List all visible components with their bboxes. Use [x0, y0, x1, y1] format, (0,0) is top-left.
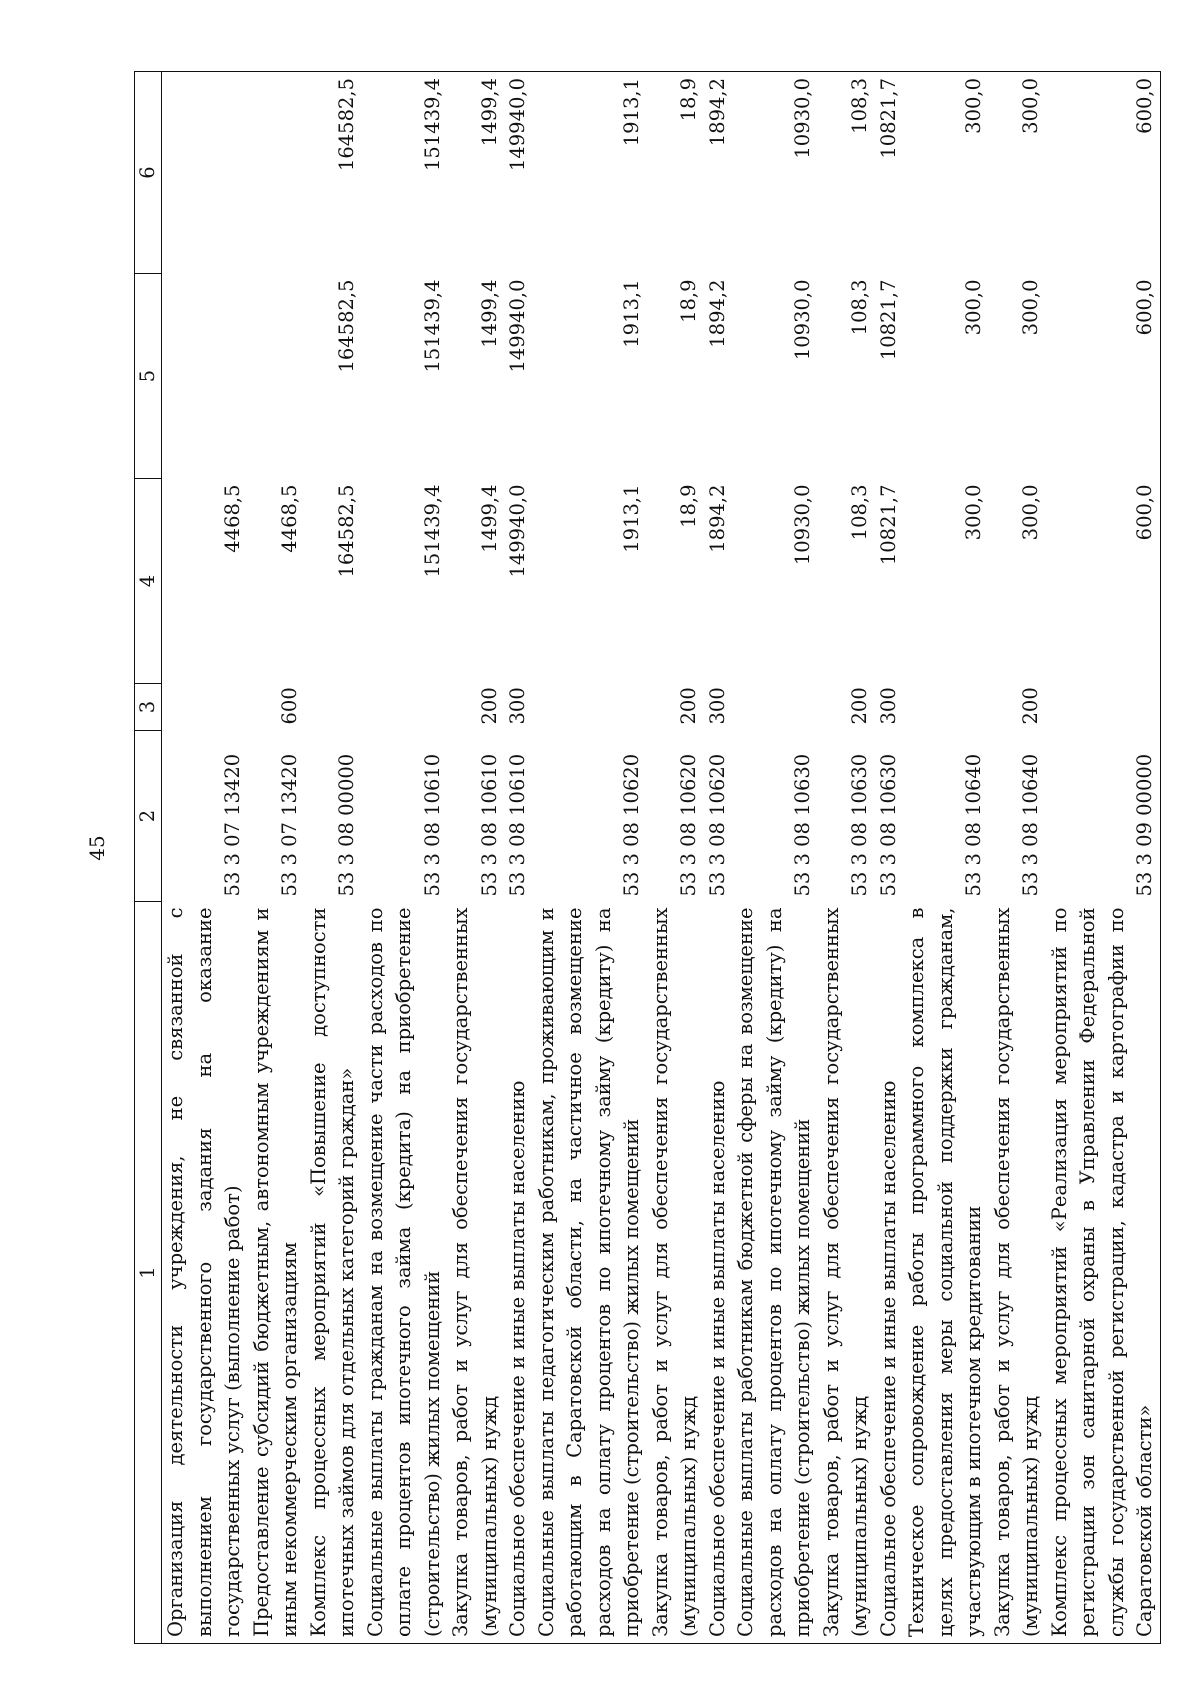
row-code-cell: 53 3 07 13420	[221, 753, 244, 897]
row-value-col4: 600,0	[1046, 479, 1161, 684]
row-name-cell: Закупка товаров, работ и услуг для обеспечения государственных (муниципальных) нужд	[818, 902, 875, 1644]
row-value-col6: 18,9	[647, 72, 704, 274]
row-value-col5: 1913,1	[620, 279, 643, 348]
row-value-col6: 1913,1	[533, 72, 647, 274]
row-name-cell: Комплекс процессных мероприятий «Повышение доступности ипотечных займов для отдельных категорий граждан»	[305, 902, 362, 1644]
row-value-col5: 600,0	[1046, 274, 1161, 479]
row-value-col4: 1913,1	[620, 484, 643, 553]
row-kvr-cell	[903, 684, 989, 731]
row-value-col6	[248, 72, 305, 274]
row-kvr-cell: 200	[477, 687, 501, 725]
row-value-col4: 10930,0	[791, 484, 814, 566]
row-value-col5: 151439,4	[420, 279, 444, 373]
row-value-col4: 1894,2	[705, 484, 729, 553]
row-kvr-cell: 200	[848, 687, 871, 725]
row-value-col5	[162, 274, 248, 479]
row-kvr-cell: 600	[278, 687, 301, 725]
row-code-cell: 53 3 08 10610	[420, 753, 444, 897]
table-row	[162, 72, 248, 1644]
row-value-col5: 164582,5	[335, 279, 358, 373]
rotated-page-content	[134, 72, 1156, 1644]
table-row	[362, 72, 448, 1644]
row-value-col6: 149940,0	[504, 72, 533, 274]
row-kvr-cell	[305, 684, 362, 731]
row-code-cell: 53 3 08 10620	[677, 753, 700, 897]
row-value-col5: 10930,0	[791, 279, 814, 361]
table-row	[647, 72, 704, 1644]
budget-table	[134, 71, 1161, 1644]
table-row	[989, 72, 1046, 1644]
row-value-col4: 151439,4	[420, 484, 444, 578]
row-value-col4: 10821,7	[876, 484, 900, 566]
row-value-col5: 108,3	[848, 279, 871, 336]
row-name-cell: Комплекс процессных мероприятий «Реализация мероприятий по регистрации зон санитарной охраны в Управлении Федеральной службы государственной регистрации, кадастра и картографии по Саратовской области»	[1046, 902, 1161, 1644]
table-row	[732, 72, 818, 1644]
row-kvr-cell: 300	[506, 687, 529, 725]
row-name-cell: Организация деятельности учреждения, не связанной с выполнением государственного задания на оказание государственных услуг (выполнение работ)	[162, 902, 248, 1644]
row-name-cell: Социальные выплаты педагогическим работникам, проживающим и работающим в Саратовской области, на частичное возмещение расходов на оплату процентов по ипотечному займу (кредиту) на приобретение (строительство) жилых помещений	[533, 902, 647, 1644]
row-code-cell: 53 3 08 10640	[962, 753, 985, 897]
row-code-cell: 53 3 08 10630	[876, 753, 900, 897]
row-code-cell: 53 3 08 10630	[791, 753, 814, 897]
row-value-col6: 1499,4	[447, 72, 504, 274]
row-kvr-cell: 300	[705, 687, 729, 725]
row-value-col6: 300,0	[903, 72, 989, 274]
row-value-col4: 1499,4	[477, 484, 501, 553]
row-value-col5: 300,0	[1019, 279, 1042, 336]
table-row	[903, 72, 989, 1644]
row-value-col4: 149940,0	[506, 484, 529, 578]
row-value-col4: 300,0	[962, 484, 985, 541]
row-name-cell: Социальные выплаты работникам бюджетной сферы на возмещение расходов на оплату процентов по ипотечному займу (кредиту) на приобретение (строительство) жилых помещений	[732, 902, 818, 1644]
table-row	[1046, 72, 1161, 1644]
row-kvr-cell	[362, 684, 448, 731]
row-code-cell: 53 3 08 10620	[620, 753, 643, 897]
row-name-cell: Социальное обеспечение и иные выплаты населению	[504, 902, 533, 1644]
row-kvr-cell: 200	[677, 687, 700, 725]
row-code-cell: 53 3 08 10630	[848, 753, 871, 897]
row-kvr-cell: 300	[876, 687, 900, 725]
table-row	[704, 72, 733, 1644]
table-row	[875, 72, 904, 1644]
page-number: 45	[85, 835, 109, 861]
column-header-3: 3	[135, 684, 162, 731]
row-name-cell: Закупка товаров, работ и услуг для обеспечения государственных (муниципальных) нужд	[647, 902, 704, 1644]
row-value-col6: 151439,4	[362, 72, 448, 274]
row-code-cell: 53 3 08 10620	[705, 753, 729, 897]
row-code-cell: 53 3 07 13420	[278, 753, 301, 897]
row-kvr-cell	[732, 684, 818, 731]
row-value-col6: 10821,7	[875, 72, 904, 274]
row-value-col5: 1499,4	[477, 279, 501, 348]
row-value-col6: 300,0	[989, 72, 1046, 274]
row-value-col6	[162, 72, 248, 274]
column-header-4: 4	[135, 479, 162, 684]
row-value-col4: 108,3	[848, 484, 871, 541]
row-value-col6: 10930,0	[732, 72, 818, 274]
row-value-col4: 300,0	[1019, 484, 1042, 541]
table-row	[504, 72, 533, 1644]
row-kvr-cell	[1046, 684, 1161, 731]
column-header-5: 5	[135, 274, 162, 479]
row-value-col5: 10821,7	[876, 279, 900, 361]
column-header-1: 1	[135, 902, 162, 1644]
column-header-2: 2	[135, 731, 162, 902]
row-code-cell: 53 3 08 00000	[335, 753, 358, 897]
row-code-cell: 53 3 08 10610	[477, 753, 501, 897]
row-kvr-cell	[533, 684, 647, 731]
row-name-cell: Закупка товаров, работ и услуг для обеспечения государственных (муниципальных) нужд	[447, 902, 504, 1644]
column-header-6: 6	[135, 72, 162, 274]
row-name-cell: Социальное обеспечение и иные выплаты населению	[875, 902, 904, 1644]
row-name-cell: Предоставление субсидий бюджетным, автономным учреждениям и иным некоммерческим организациям	[248, 902, 305, 1644]
row-kvr-cell	[162, 684, 248, 731]
row-value-col4: 4468,5	[278, 484, 301, 553]
row-value-col5: 18,9	[677, 279, 700, 323]
row-code-cell: 53 3 08 10610	[506, 753, 529, 897]
row-value-col5: 1894,2	[705, 279, 729, 348]
row-value-col4: 164582,5	[335, 484, 358, 578]
row-name-cell: Техническое сопровождение работы программного комплекса в целях предоставления меры социальной поддержки гражданам, участвующим в ипотечном кредитовании	[903, 902, 989, 1644]
row-name-cell: Социальное обеспечение и иные выплаты населению	[704, 902, 733, 1644]
table-row	[248, 72, 305, 1644]
row-code-cell: 53 3 08 10640	[1019, 753, 1042, 897]
table-row	[533, 72, 647, 1644]
table-row	[818, 72, 875, 1644]
row-value-col5: 149940,0	[506, 279, 529, 373]
row-value-col5: 300,0	[962, 279, 985, 336]
row-value-col4: 18,9	[677, 484, 700, 528]
table-row	[305, 72, 362, 1644]
table-row	[447, 72, 504, 1644]
row-value-col6: 600,0	[1046, 72, 1161, 274]
row-value-col5	[248, 274, 305, 479]
row-value-col6: 1894,2	[704, 72, 733, 274]
header-row	[135, 72, 162, 1644]
row-kvr-cell: 200	[1019, 687, 1042, 725]
row-name-cell: Социальные выплаты гражданам на возмещение части расходов по оплате процентов ипотечного займа (кредита) на приобретение (строительство) жилых помещений	[362, 902, 448, 1644]
row-code-cell: 53 3 09 00000	[1046, 731, 1161, 902]
row-name-cell: Закупка товаров, работ и услуг для обеспечения государственных (муниципальных) нужд	[989, 902, 1046, 1644]
row-value-col6: 108,3	[818, 72, 875, 274]
row-value-col6: 164582,5	[305, 72, 362, 274]
row-value-col4: 4468,5	[221, 484, 244, 553]
